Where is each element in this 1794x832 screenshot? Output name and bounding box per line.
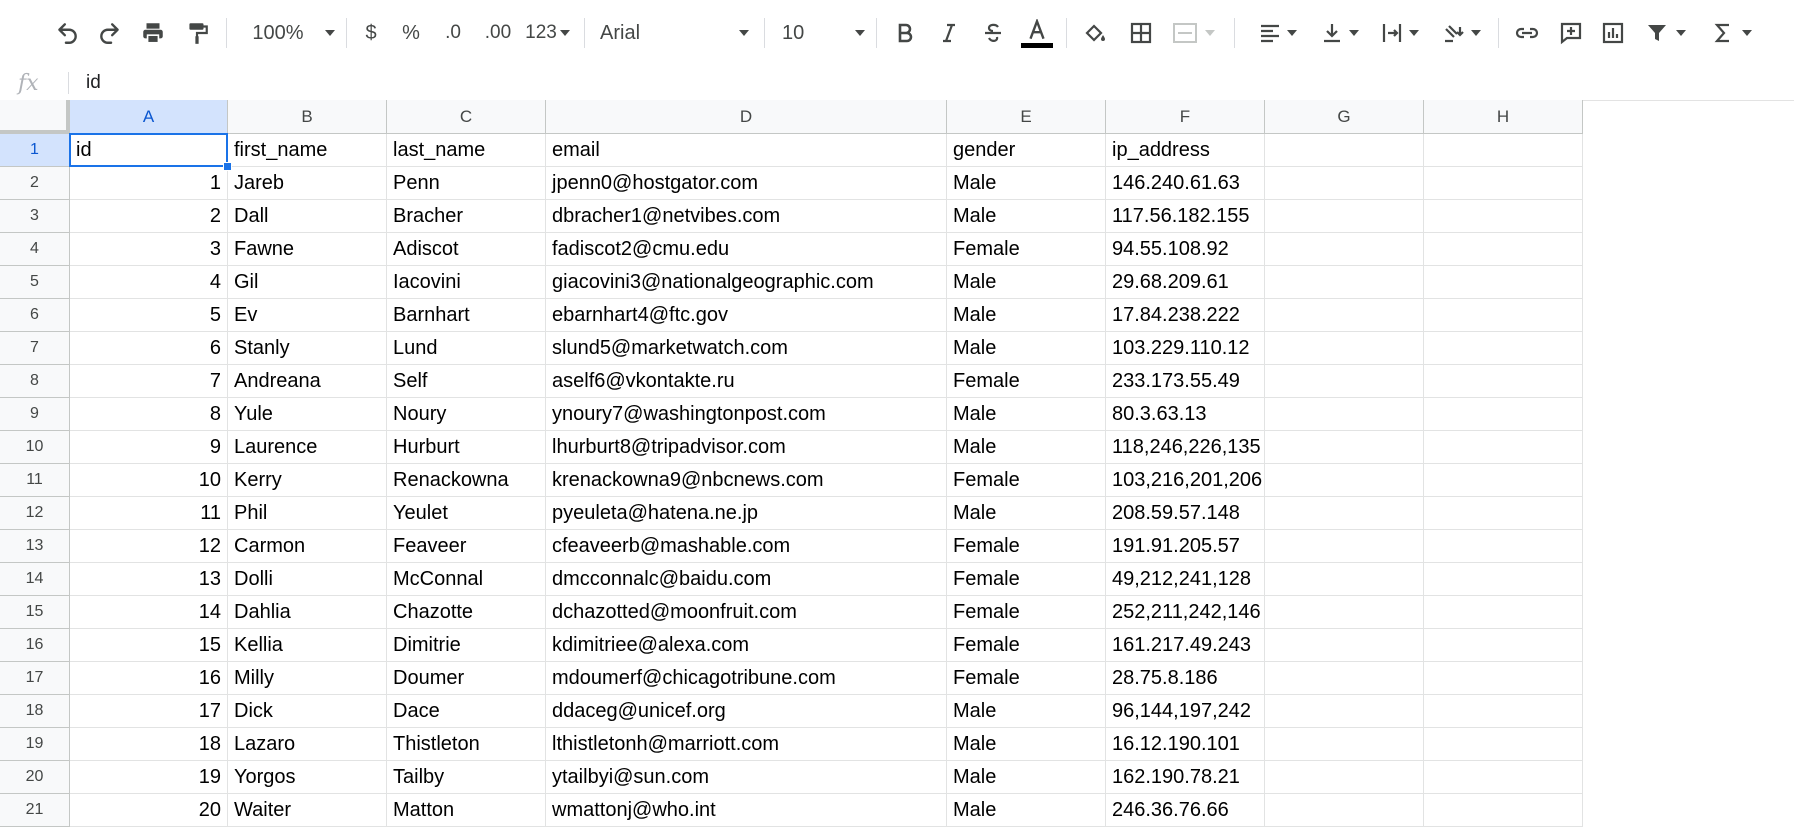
cell-g5[interactable] — [1265, 266, 1424, 299]
cell-b20[interactable]: Yorgos — [228, 761, 387, 794]
chevron-down-icon — [1286, 27, 1298, 39]
cell-f9[interactable]: 80.3.63.13 — [1106, 398, 1265, 431]
cell-d19[interactable]: lthistletonh@marriott.com — [546, 728, 947, 761]
cell-h17[interactable] — [1424, 662, 1583, 695]
cell-f16[interactable]: 161.217.49.243 — [1106, 629, 1265, 662]
chevron-down-icon — [1408, 27, 1420, 39]
row-header-5[interactable]: 5 — [0, 266, 70, 299]
cell-b15[interactable]: Dahlia — [228, 596, 387, 629]
row-header-20[interactable]: 20 — [0, 761, 70, 794]
cell-h20[interactable] — [1424, 761, 1583, 794]
row-header-21[interactable]: 21 — [0, 794, 70, 827]
cell-f17[interactable]: 28.75.8.186 — [1106, 662, 1265, 695]
cell-b3[interactable]: Dall — [228, 200, 387, 233]
cell-c18[interactable]: Dace — [387, 695, 546, 728]
cell-b18[interactable]: Dick — [228, 695, 387, 728]
cell-a6[interactable]: 5 — [70, 299, 228, 332]
cell-c12[interactable]: Yeulet — [387, 497, 546, 530]
cell-a4[interactable]: 3 — [70, 233, 228, 266]
formula-input[interactable]: id — [86, 72, 101, 93]
cell-f13[interactable]: 191.91.205.57 — [1106, 530, 1265, 563]
cell-g7[interactable] — [1265, 332, 1424, 365]
cell-h2[interactable] — [1424, 167, 1583, 200]
cell-e3[interactable]: Male — [947, 200, 1106, 233]
cell-h18[interactable] — [1424, 695, 1583, 728]
cell-c6[interactable]: Barnhart — [387, 299, 546, 332]
cell-c16[interactable]: Dimitrie — [387, 629, 546, 662]
cell-c10[interactable]: Hurburt — [387, 431, 546, 464]
cell-e12[interactable]: Male — [947, 497, 1106, 530]
cell-f21[interactable]: 246.36.76.66 — [1106, 794, 1265, 827]
cell-c2[interactable]: Penn — [387, 167, 546, 200]
formula-divider — [68, 72, 69, 94]
cell-d13[interactable]: cfeaveerb@mashable.com — [546, 530, 947, 563]
cell-f8[interactable]: 233.173.55.49 — [1106, 365, 1265, 398]
cell-f12[interactable]: 208.59.57.148 — [1106, 497, 1265, 530]
cell-a10[interactable]: 9 — [70, 431, 228, 464]
chevron-down-icon — [1204, 27, 1216, 39]
cell-g16[interactable] — [1265, 629, 1424, 662]
cell-h19[interactable] — [1424, 728, 1583, 761]
cell-e16[interactable]: Female — [947, 629, 1106, 662]
cell-f15[interactable]: 252,211,242,146 — [1106, 596, 1265, 629]
row-header-7[interactable]: 7 — [0, 332, 70, 365]
cell-h8[interactable] — [1424, 365, 1583, 398]
cell-h9[interactable] — [1424, 398, 1583, 431]
select-all-corner[interactable] — [0, 100, 70, 134]
cell-h15[interactable] — [1424, 596, 1583, 629]
zoom-value: 100% — [252, 21, 304, 44]
cell-d16[interactable]: kdimitriee@alexa.com — [546, 629, 947, 662]
cell-c9[interactable]: Noury — [387, 398, 546, 431]
decrease-decimal-button[interactable] — [436, 0, 470, 66]
cell-a15[interactable]: 14 — [70, 596, 228, 629]
cell-b4[interactable]: Fawne — [228, 233, 387, 266]
cell-e8[interactable]: Female — [947, 365, 1106, 398]
chevron-down-icon — [1470, 27, 1482, 39]
cell-f20[interactable]: 162.190.78.21 — [1106, 761, 1265, 794]
row-header-16[interactable]: 16 — [0, 629, 70, 662]
column-header-f[interactable]: F — [1106, 100, 1265, 134]
cell-c14[interactable]: McConnal — [387, 563, 546, 596]
chevron-down-icon — [324, 27, 336, 39]
fx-icon: fx — [18, 70, 39, 96]
italic-icon[interactable] — [932, 0, 966, 66]
cell-f1[interactable]: ip_address — [1106, 134, 1265, 167]
column-header-h[interactable]: H — [1424, 100, 1583, 134]
more-formats-label: 123 — [525, 22, 557, 43]
filter-icon[interactable] — [1640, 0, 1692, 66]
cell-d14[interactable]: dmcconnalc@baidu.com — [546, 563, 947, 596]
cell-c11[interactable]: Renackowna — [387, 464, 546, 497]
horizontal-align-icon[interactable] — [1252, 0, 1304, 66]
cell-b14[interactable]: Dolli — [228, 563, 387, 596]
cell-f14[interactable]: 49,212,241,128 — [1106, 563, 1265, 596]
functions-icon[interactable] — [1706, 0, 1758, 66]
cell-e6[interactable]: Male — [947, 299, 1106, 332]
merge-cells-icon[interactable] — [1166, 0, 1222, 66]
cell-d7[interactable]: slund5@marketwatch.com — [546, 332, 947, 365]
cell-b17[interactable]: Milly — [228, 662, 387, 695]
cell-a14[interactable]: 13 — [70, 563, 228, 596]
chevron-down-icon — [854, 27, 866, 39]
redo-icon[interactable] — [93, 0, 127, 66]
cell-e14[interactable]: Female — [947, 563, 1106, 596]
cell-e15[interactable]: Female — [947, 596, 1106, 629]
cell-c21[interactable]: Matton — [387, 794, 546, 827]
cell-f19[interactable]: 16.12.190.101 — [1106, 728, 1265, 761]
column-header-e[interactable]: E — [947, 100, 1106, 134]
cell-g19[interactable] — [1265, 728, 1424, 761]
cell-c4[interactable]: Adiscot — [387, 233, 546, 266]
cell-c15[interactable]: Chazotte — [387, 596, 546, 629]
paint-format-icon[interactable] — [180, 0, 214, 66]
cell-a9[interactable]: 8 — [70, 398, 228, 431]
cell-e11[interactable]: Female — [947, 464, 1106, 497]
cell-a5[interactable]: 4 — [70, 266, 228, 299]
row-header-19[interactable]: 19 — [0, 728, 70, 761]
cell-b10[interactable]: Laurence — [228, 431, 387, 464]
text-color-icon[interactable] — [1018, 0, 1056, 66]
cell-b21[interactable]: Waiter — [228, 794, 387, 827]
cell-a16[interactable]: 15 — [70, 629, 228, 662]
cell-a13[interactable]: 12 — [70, 530, 228, 563]
font-size-select[interactable] — [782, 0, 866, 66]
bold-icon[interactable] — [888, 0, 922, 66]
cell-e20[interactable]: Male — [947, 761, 1106, 794]
cell-d18[interactable]: ddaceg@unicef.org — [546, 695, 947, 728]
strikethrough-icon[interactable] — [976, 0, 1010, 66]
cell-g17[interactable] — [1265, 662, 1424, 695]
cell-d6[interactable]: ebarnhart4@ftc.gov — [546, 299, 947, 332]
decrease-decimal-label: .0 — [445, 22, 461, 43]
cell-a17[interactable]: 16 — [70, 662, 228, 695]
cell-h7[interactable] — [1424, 332, 1583, 365]
fill-handle[interactable] — [223, 162, 232, 171]
text-wrap-icon[interactable] — [1374, 0, 1426, 66]
cell-a18[interactable]: 17 — [70, 695, 228, 728]
cell-c17[interactable]: Doumer — [387, 662, 546, 695]
undo-icon[interactable] — [50, 0, 84, 66]
cell-g8[interactable] — [1265, 365, 1424, 398]
row-header-17[interactable]: 17 — [0, 662, 70, 695]
cell-g10[interactable] — [1265, 431, 1424, 464]
cell-g13[interactable] — [1265, 530, 1424, 563]
cell-h6[interactable] — [1424, 299, 1583, 332]
cell-d12[interactable]: pyeuleta@hatena.ne.jp — [546, 497, 947, 530]
cell-a7[interactable]: 6 — [70, 332, 228, 365]
cell-d20[interactable]: ytailbyi@sun.com — [546, 761, 947, 794]
cell-e7[interactable]: Male — [947, 332, 1106, 365]
cell-e17[interactable]: Female — [947, 662, 1106, 695]
insert-link-icon[interactable] — [1510, 0, 1544, 66]
cell-e4[interactable]: Female — [947, 233, 1106, 266]
cell-f3[interactable]: 117.56.182.155 — [1106, 200, 1265, 233]
cell-f5[interactable]: 29.68.209.61 — [1106, 266, 1265, 299]
cell-g14[interactable] — [1265, 563, 1424, 596]
cell-b8[interactable]: Andreana — [228, 365, 387, 398]
cell-d3[interactable]: dbracher1@netvibes.com — [546, 200, 947, 233]
toolbar — [0, 0, 1794, 67]
increase-decimal-button[interactable] — [478, 0, 518, 66]
cell-g3[interactable] — [1265, 200, 1424, 233]
cell-f7[interactable]: 103.229.110.12 — [1106, 332, 1265, 365]
cell-a3[interactable]: 2 — [70, 200, 228, 233]
cell-b9[interactable]: Yule — [228, 398, 387, 431]
cell-h3[interactable] — [1424, 200, 1583, 233]
cell-e18[interactable]: Male — [947, 695, 1106, 728]
text-rotation-icon[interactable] — [1436, 0, 1488, 66]
text-color-swatch — [1021, 43, 1053, 48]
insert-chart-icon[interactable] — [1596, 0, 1630, 66]
cell-d8[interactable]: aself6@vkontakte.ru — [546, 365, 947, 398]
cell-a8[interactable]: 7 — [70, 365, 228, 398]
row-header-10[interactable]: 10 — [0, 431, 70, 464]
cell-g1[interactable] — [1265, 134, 1424, 167]
cell-h14[interactable] — [1424, 563, 1583, 596]
row-header-18[interactable]: 18 — [0, 695, 70, 728]
cell-g4[interactable] — [1265, 233, 1424, 266]
cell-a21[interactable]: 20 — [70, 794, 228, 827]
cell-h11[interactable] — [1424, 464, 1583, 497]
vertical-align-icon[interactable] — [1314, 0, 1366, 66]
zoom-select[interactable] — [244, 0, 344, 66]
cell-e2[interactable]: Male — [947, 167, 1106, 200]
row-header-1[interactable]: 1 — [0, 134, 70, 167]
cell-e10[interactable]: Male — [947, 431, 1106, 464]
cell-h16[interactable] — [1424, 629, 1583, 662]
cell-f4[interactable]: 94.55.108.92 — [1106, 233, 1265, 266]
cell-h4[interactable] — [1424, 233, 1583, 266]
cell-d10[interactable]: lhurburt8@tripadvisor.com — [546, 431, 947, 464]
cell-g6[interactable] — [1265, 299, 1424, 332]
cell-g21[interactable] — [1265, 794, 1424, 827]
cell-c7[interactable]: Lund — [387, 332, 546, 365]
cell-a19[interactable]: 18 — [70, 728, 228, 761]
cell-d15[interactable]: dchazotted@moonfruit.com — [546, 596, 947, 629]
cell-f2[interactable]: 146.240.61.63 — [1106, 167, 1265, 200]
cell-d11[interactable]: krenackowna9@nbcnews.com — [546, 464, 947, 497]
cell-c3[interactable]: Bracher — [387, 200, 546, 233]
cell-g15[interactable] — [1265, 596, 1424, 629]
cell-e19[interactable]: Male — [947, 728, 1106, 761]
column-header-c[interactable]: C — [387, 100, 546, 134]
row-header-2[interactable]: 2 — [0, 167, 70, 200]
cell-d21[interactable]: wmattonj@who.int — [546, 794, 947, 827]
cell-c13[interactable]: Feaveer — [387, 530, 546, 563]
cell-g18[interactable] — [1265, 695, 1424, 728]
cell-f11[interactable]: 103,216,201,206 — [1106, 464, 1265, 497]
row-header-3[interactable]: 3 — [0, 200, 70, 233]
chevron-down-icon — [1741, 27, 1753, 39]
cell-b7[interactable]: Stanly — [228, 332, 387, 365]
percent-format-button[interactable]: % — [402, 21, 420, 44]
column-header-g[interactable]: G — [1265, 100, 1424, 134]
cell-h21[interactable] — [1424, 794, 1583, 827]
row-header-9[interactable]: 9 — [0, 398, 70, 431]
increase-decimal-label: .00 — [484, 22, 512, 43]
row-header-13[interactable]: 13 — [0, 530, 70, 563]
cell-g2[interactable] — [1265, 167, 1424, 200]
font-family-value: Arial — [600, 21, 641, 44]
cell-e9[interactable]: Male — [947, 398, 1106, 431]
cell-c1[interactable]: last_name — [387, 134, 546, 167]
cell-f18[interactable]: 96,144,197,242 — [1106, 695, 1265, 728]
cell-h12[interactable] — [1424, 497, 1583, 530]
cell-e21[interactable]: Male — [947, 794, 1106, 827]
chevron-down-icon — [738, 27, 750, 39]
font-family-select[interactable] — [600, 0, 750, 66]
borders-icon[interactable] — [1124, 0, 1158, 66]
row-header-4[interactable]: 4 — [0, 233, 70, 266]
cell-b13[interactable]: Carmon — [228, 530, 387, 563]
chevron-down-icon — [559, 27, 571, 39]
cell-e5[interactable]: Male — [947, 266, 1106, 299]
cell-b5[interactable]: Gil — [228, 266, 387, 299]
cell-g20[interactable] — [1265, 761, 1424, 794]
cell-c20[interactable]: Tailby — [387, 761, 546, 794]
column-header-d[interactable]: D — [546, 100, 947, 134]
cell-b2[interactable]: Jareb — [228, 167, 387, 200]
cell-a2[interactable]: 1 — [70, 167, 228, 200]
cell-a12[interactable]: 11 — [70, 497, 228, 530]
cell-d17[interactable]: mdoumerf@chicagotribune.com — [546, 662, 947, 695]
row-header-11[interactable]: 11 — [0, 464, 70, 497]
chevron-down-icon — [1348, 27, 1360, 39]
cell-g9[interactable] — [1265, 398, 1424, 431]
cell-g11[interactable] — [1265, 464, 1424, 497]
cell-e13[interactable]: Female — [947, 530, 1106, 563]
row-header-6[interactable]: 6 — [0, 299, 70, 332]
cell-c5[interactable]: Iacovini — [387, 266, 546, 299]
cell-h13[interactable] — [1424, 530, 1583, 563]
fill-color-icon[interactable] — [1078, 0, 1112, 66]
insert-comment-icon[interactable] — [1554, 0, 1588, 66]
row-header-12[interactable]: 12 — [0, 497, 70, 530]
cell-d1[interactable]: email — [546, 134, 947, 167]
cell-g12[interactable] — [1265, 497, 1424, 530]
more-formats-select[interactable] — [522, 0, 574, 66]
cell-c8[interactable]: Self — [387, 365, 546, 398]
cell-f10[interactable]: 118,246,226,135 — [1106, 431, 1265, 464]
cell-d5[interactable]: giacovini3@nationalgeographic.com — [546, 266, 947, 299]
cell-h10[interactable] — [1424, 431, 1583, 464]
cell-d4[interactable]: fadiscot2@cmu.edu — [546, 233, 947, 266]
cell-b19[interactable]: Lazaro — [228, 728, 387, 761]
row-header-8[interactable]: 8 — [0, 365, 70, 398]
cell-e1[interactable]: gender — [947, 134, 1106, 167]
cell-a11[interactable]: 10 — [70, 464, 228, 497]
cell-d9[interactable]: ynoury7@washingtonpost.com — [546, 398, 947, 431]
cell-b16[interactable]: Kellia — [228, 629, 387, 662]
cell-a1[interactable]: id — [70, 134, 228, 167]
chevron-down-icon — [1675, 27, 1687, 39]
cell-b11[interactable]: Kerry — [228, 464, 387, 497]
cell-b6[interactable]: Ev — [228, 299, 387, 332]
cell-a20[interactable]: 19 — [70, 761, 228, 794]
cell-d2[interactable]: jpenn0@hostgator.com — [546, 167, 947, 200]
cell-h5[interactable] — [1424, 266, 1583, 299]
currency-format-button[interactable]: $ — [365, 21, 377, 44]
cell-b12[interactable]: Phil — [228, 497, 387, 530]
cell-f6[interactable]: 17.84.238.222 — [1106, 299, 1265, 332]
cell-c19[interactable]: Thistleton — [387, 728, 546, 761]
column-header-b[interactable]: B — [228, 100, 387, 134]
cell-b1[interactable]: first_name — [228, 134, 387, 167]
print-icon[interactable] — [136, 0, 170, 66]
font-size-value: 10 — [782, 21, 805, 44]
cell-h1[interactable] — [1424, 134, 1583, 167]
formula-bar — [0, 66, 1794, 101]
row-header-14[interactable]: 14 — [0, 563, 70, 596]
column-header-a[interactable]: A — [70, 100, 228, 134]
row-header-15[interactable]: 15 — [0, 596, 70, 629]
